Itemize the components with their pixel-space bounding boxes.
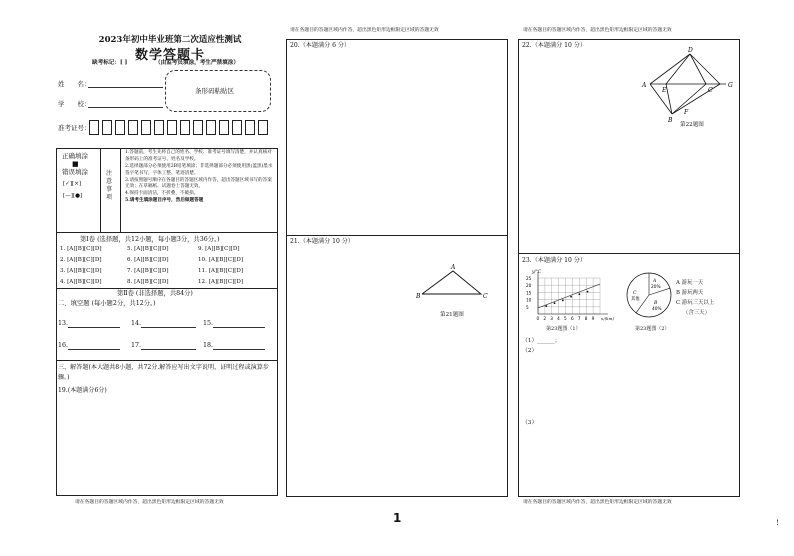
blank-17-label: 17. [131, 342, 142, 349]
y-tick-label: 20 [526, 283, 532, 289]
school-field[interactable] [88, 107, 163, 108]
data-point [545, 305, 547, 307]
name-field[interactable] [88, 87, 163, 88]
q23-sub3: （3） [522, 420, 538, 426]
fill-blank-title: 二、填空题 (每小题2分，共12分。) [58, 300, 156, 307]
note-3: 3.请按照题号顺序在各题目的答题区域内作答，超出答题区域书写的答案无效；在草稿纸、试题卷上答题无效。 [125, 177, 272, 190]
blank-13-label: 13. [58, 320, 69, 327]
choice-row[interactable]: 7. [A][B][C][D] [127, 268, 169, 274]
point-f-label: F [684, 109, 689, 116]
x-tick-label: 9 [591, 316, 595, 321]
part1-title: 第Ⅰ卷 (选择题，共12小题，每小题3分，共36分。) [80, 236, 220, 243]
wrong-fill-label: 错误填涂 [62, 168, 88, 176]
note-1: 1.答题前，考生先将自己的姓名、学校、准考证号填写清楚，并认真核对条形码上的准考证号、姓名及学校。 [125, 150, 272, 162]
y-tick-label: 15 [526, 290, 532, 296]
page-number: 1 [393, 511, 402, 525]
wrong-fill-marks-1: [✓][×] [63, 181, 82, 187]
q23-answer-area[interactable] [519, 356, 739, 495]
q23-scatter-chart [524, 266, 616, 326]
q20-answer-area[interactable] [287, 52, 507, 234]
choice-row[interactable]: 12. [A][B][C][D] [198, 279, 244, 285]
barcode-label: 条形码粘贴区 [195, 87, 234, 95]
note-2: 2.选择题部分必须使用2B铅笔填涂；非选择题部分必须使用黑(蓝黑)墨水签字笔书写，字体工整、笔迹清楚。 [125, 163, 273, 176]
data-point [587, 291, 589, 293]
blank-17[interactable] [141, 349, 196, 350]
pie-slice-label: A [653, 279, 657, 284]
notes-side-label: 注意事项 [106, 170, 113, 202]
q20-label: 20.（本题满分 6 分） [290, 42, 351, 49]
trend-line [538, 284, 600, 308]
triangle-abc [422, 271, 481, 294]
point-e-label: E [662, 87, 667, 94]
q21-answer-area[interactable] [287, 325, 507, 495]
x-tick-label: 5 [564, 316, 567, 321]
legend-b: B 游玩两天 [676, 290, 704, 296]
choice-row[interactable]: 11. [A][B][C][D] [198, 268, 244, 274]
x-tick-label: 4 [557, 316, 560, 321]
point-b-label: B [416, 293, 421, 300]
pie-slice-value: 20% [651, 285, 661, 290]
absent-note: （由监考员填涂，考生严禁填涂） [155, 60, 239, 66]
q23-caption-2: 第23题图（2） [635, 326, 670, 332]
data-point [562, 299, 564, 301]
y-axis-label: y/°C [532, 269, 542, 274]
q23-pie-chart [624, 270, 674, 320]
q19-label: 19.(本题满分6分) [58, 387, 107, 394]
point-g-label: G [728, 82, 733, 89]
x-tick-label: 8 [584, 316, 588, 321]
data-point [554, 302, 556, 304]
pie-slice-value: 40% [652, 307, 662, 312]
q21-label: 21.（本题满分 10 分） [290, 238, 354, 245]
q22-figure [638, 46, 738, 124]
blank-15[interactable] [213, 327, 265, 328]
legend-c: C 游玩三天以上 [676, 300, 715, 306]
left-footer-warning: 请在各题目的答题区域内作答，超出黑色矩形边框限定区域的答题无效 [75, 500, 224, 505]
legend-c-note: （含三天） [683, 310, 710, 316]
x-tick-label: 2 [543, 316, 547, 321]
school-label: 学 校： [58, 100, 91, 108]
choice-row[interactable]: 8. [A][B][C][D] [127, 279, 169, 285]
blank-18[interactable] [213, 349, 265, 350]
part2-title: 第Ⅱ卷 (非选择题，共84分) [117, 290, 193, 297]
point-c-label: C [483, 293, 488, 300]
blank-14[interactable] [141, 327, 196, 328]
pie-slice-value: 其他 [631, 297, 640, 302]
q21-caption: 第21题图 [440, 312, 464, 318]
y-tick-label: 5 [526, 304, 529, 310]
choice-row[interactable]: 10. [A][B][C][D] [198, 257, 244, 263]
right-top-warning: 请在各题目的答题区域内作答，超出黑色矩形边框限定区域的答题无效 [523, 28, 672, 33]
q23-sub2: （2） [522, 348, 538, 354]
point-c-label: C [708, 87, 713, 94]
blank-13[interactable] [68, 327, 120, 328]
blank-16-label: 16. [58, 342, 69, 349]
blank-18-label: 18. [203, 342, 214, 349]
y-tick-label: 10 [526, 297, 532, 303]
choice-row[interactable]: 6. [A][B][C][D] [127, 257, 169, 263]
x-tick-label: 7 [577, 316, 581, 321]
point-a-label: A [451, 264, 456, 271]
notes-list [125, 150, 275, 205]
middle-top-warning: 请在各题目的答题区域内作答，超出黑色矩形边框限定区域的答题无效 [290, 28, 439, 33]
pie-slice-label: B [654, 301, 658, 306]
pie-slice-label: C [633, 291, 637, 296]
q21-triangle-figure [415, 260, 500, 305]
name-label: 姓 名： [58, 80, 91, 88]
choice-row[interactable]: 5. [A][B][C][D] [127, 246, 169, 252]
x-tick-label: 0 [536, 316, 540, 321]
right-footer-warning: 请在各题目的答题区域内作答，超出黑色矩形边框限定区域的答题无效 [523, 500, 672, 505]
blank-16[interactable] [68, 349, 120, 350]
q23-caption-1: 第23题图（1） [546, 326, 581, 332]
choice-row[interactable]: 3. [A][B][C][D] [60, 268, 102, 274]
choice-row[interactable]: 9. [A][B][C][D] [198, 246, 240, 252]
blank-14-label: 14. [131, 320, 142, 327]
choice-row[interactable]: 1. [A][B][C][D] [60, 246, 102, 252]
absent-mark[interactable]: 缺考标记：[ ] [92, 60, 128, 66]
legend-a: A 游玩一天 [676, 280, 704, 286]
q23-label: 23.（本题满分 10 分） [522, 257, 586, 264]
choice-row[interactable]: 4. [A][B][C][D] [60, 279, 102, 285]
wrong-fill-marks-2: [—][●] [63, 193, 83, 199]
note-5: 5.请考生填涂题目序号，然后做题答题 [125, 198, 204, 204]
q19-answer-area[interactable] [57, 396, 277, 495]
card-title: 2023年初中毕业班第二次适应性测试 [98, 35, 242, 45]
data-point [570, 296, 572, 298]
choice-row[interactable]: 2. [A][B][C][D] [60, 257, 102, 263]
note-4: 4.保持卡面清洁，不折叠，不破损。 [125, 191, 199, 197]
q22-answer-area[interactable] [519, 130, 739, 252]
point-d-label: D [688, 47, 693, 54]
correct-fill-mark: ■ [72, 160, 79, 168]
solve-title: 三、解答题(本大题共8小题，共72分.解答应写出文字说明，证明过程或演算步骤。) [58, 364, 269, 381]
correct-fill-label: 正确填涂 [62, 152, 88, 160]
point-b-label: B [668, 117, 673, 124]
x-axis-label: x/(km) [601, 316, 614, 321]
q23-sub1: （1）______； [522, 338, 561, 344]
x-tick-label: 3 [550, 316, 553, 321]
q22-caption: 第22题图 [680, 122, 704, 128]
q22-label: 22.（本题满分 10 分） [522, 42, 586, 49]
data-point [578, 293, 580, 295]
x-tick-label: 6 [570, 316, 574, 321]
point-a-label: A [642, 82, 647, 89]
blank-15-label: 15. [203, 320, 214, 327]
y-tick-label: 25 [526, 276, 532, 281]
corner-mark: ! [776, 519, 779, 527]
card-subtitle: 数学答题卡 [134, 48, 205, 63]
exam-id-label: 准考证号： [58, 124, 91, 132]
